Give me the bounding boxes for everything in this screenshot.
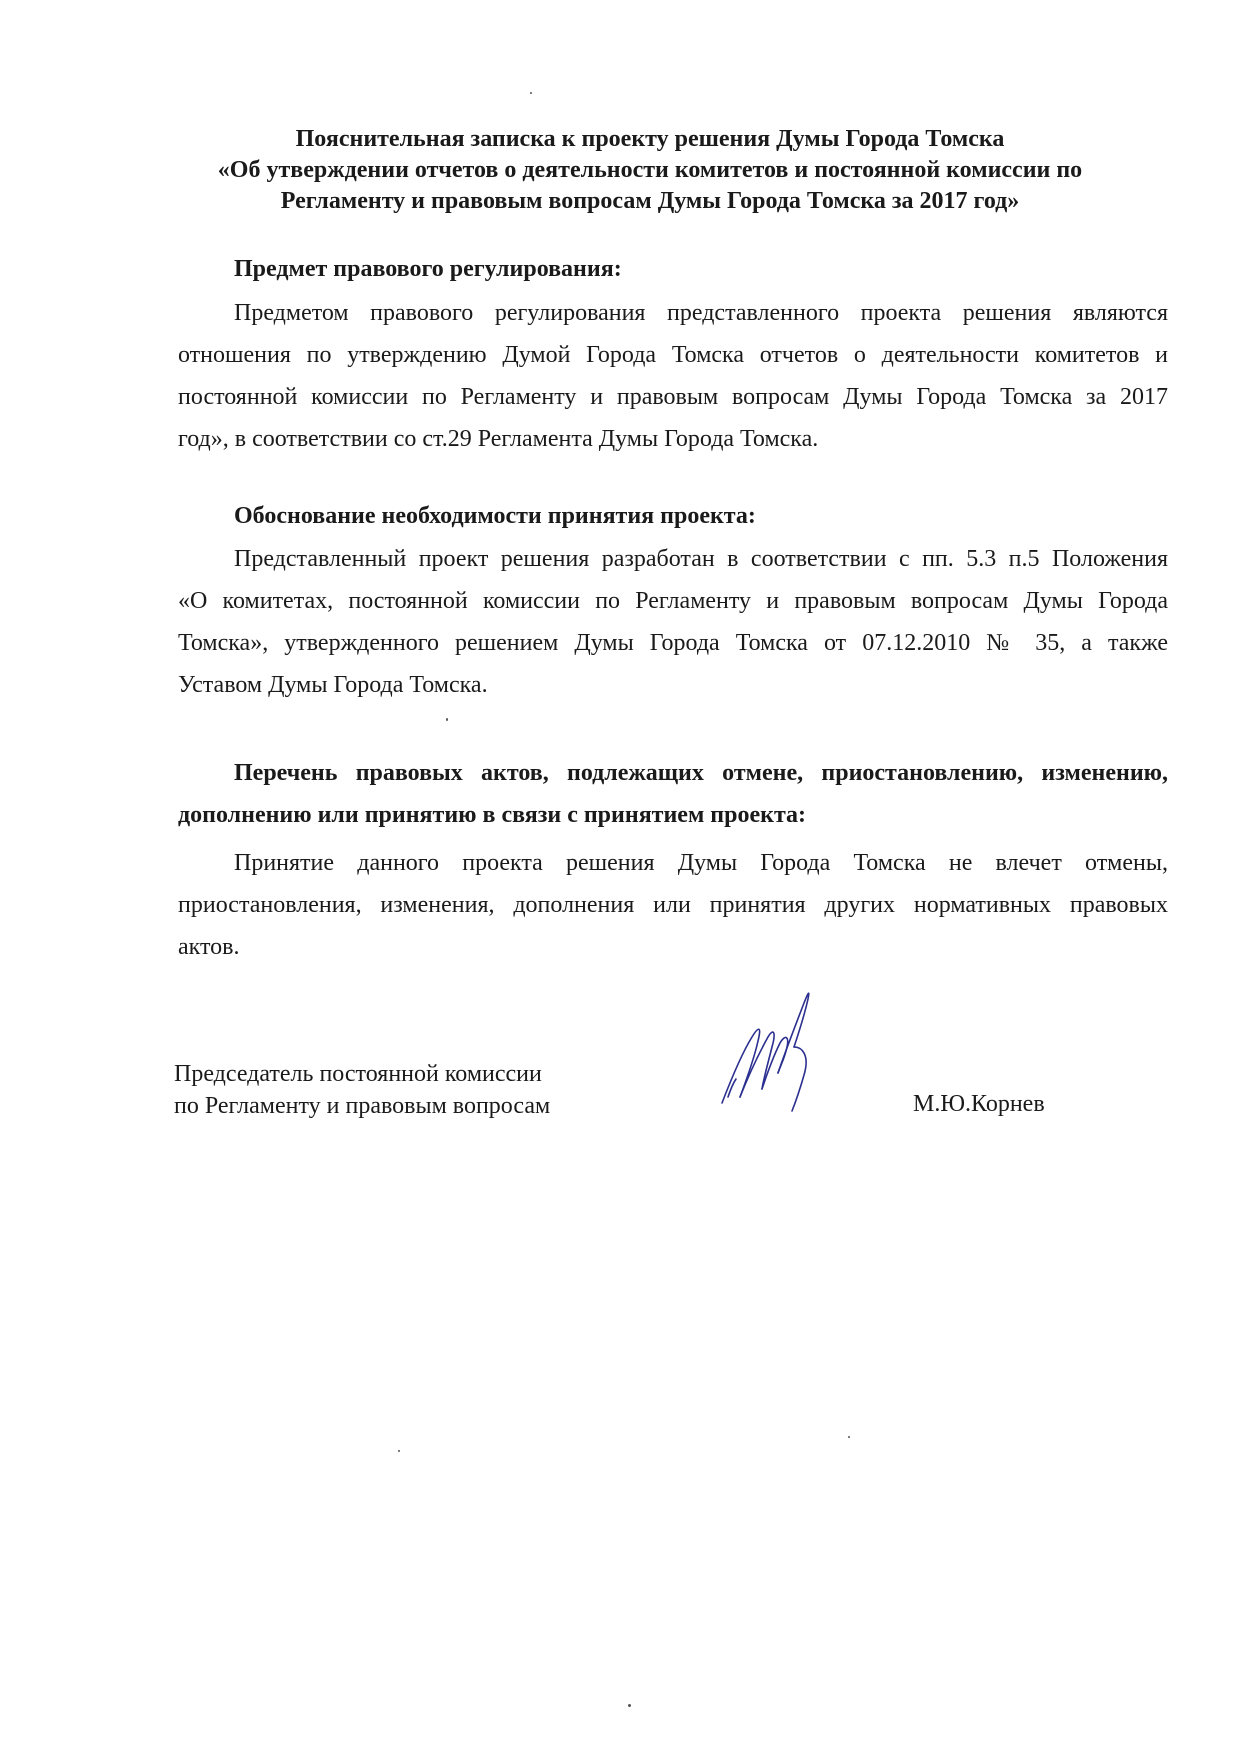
section-1-line-2: отношения по утверждению Думой Города Томска отчетов о деятельности комитетов и bbox=[178, 342, 1168, 368]
section-2-heading: Обоснование необходимости принятия проекта: bbox=[234, 503, 756, 529]
section-3-line-3: актов. bbox=[178, 934, 240, 960]
signatory-position-line-1: Председатель постоянной комиссии bbox=[174, 1061, 542, 1087]
title-line-1: Пояснительная записка к проекту решения Думы Города Томска bbox=[295, 126, 1005, 152]
section-2-line-4: Уставом Думы Города Томска. bbox=[178, 672, 488, 698]
section-3-line-2: приостановления, изменения, дополнения или принятия других нормативных правовых bbox=[178, 892, 1168, 918]
section-1-line-1: Предметом правового регулирования представленного проекта решения являются bbox=[234, 300, 1168, 326]
scan-speck bbox=[398, 1450, 400, 1452]
section-1-line-4: год», в соответствии со ст.29 Регламента Думы Города Томска. bbox=[178, 426, 819, 452]
scan-speck bbox=[446, 718, 448, 721]
section-1-heading: Предмет правового регулирования: bbox=[234, 256, 622, 282]
signatory-position bbox=[174, 1058, 550, 1122]
section-1-line-3: постоянной комиссии по Регламенту и правовым вопросам Думы Города Томска за 2017 bbox=[178, 384, 1168, 410]
section-2-line-3: Томска», утвержденного решением Думы Города Томска от 07.12.2010 № 35, а также bbox=[178, 630, 1168, 656]
section-3-line-1: Принятие данного проекта решения Думы Города Томска не влечет отмены, bbox=[234, 850, 1168, 876]
title-line-2: «Об утверждении отчетов о деятельности комитетов и постоянной комиссии по bbox=[217, 157, 1083, 183]
section-2-line-2: «О комитетах, постоянной комиссии по Регламенту и правовым вопросам Думы Города bbox=[178, 588, 1168, 614]
section-2-line-1: Представленный проект решения разработан в соответствии с пп. 5.3 п.5 Положения bbox=[234, 546, 1168, 572]
scan-speck bbox=[848, 1436, 850, 1438]
section-1-paragraph bbox=[178, 292, 1168, 460]
document-title bbox=[180, 124, 1120, 217]
title-line-3: Регламенту и правовым вопросам Думы Города Томска за 2017 год» bbox=[280, 188, 1020, 214]
scan-speck bbox=[530, 92, 532, 94]
section-3-paragraph bbox=[178, 842, 1168, 968]
section-3-heading-line-2: дополнению или принятию в связи с принятием проекта: bbox=[178, 802, 807, 828]
section-3-heading bbox=[178, 752, 1168, 836]
section-2-paragraph bbox=[178, 538, 1168, 706]
handwritten-signature bbox=[718, 985, 828, 1115]
scan-speck bbox=[628, 1704, 631, 1707]
section-3-heading-line-1: Перечень правовых актов, подлежащих отмене, приостановлению, изменению, bbox=[234, 760, 1168, 786]
signatory-position-line-2: по Регламенту и правовым вопросам bbox=[174, 1093, 551, 1119]
signatory-name: М.Ю.Корнев bbox=[913, 1091, 1045, 1117]
